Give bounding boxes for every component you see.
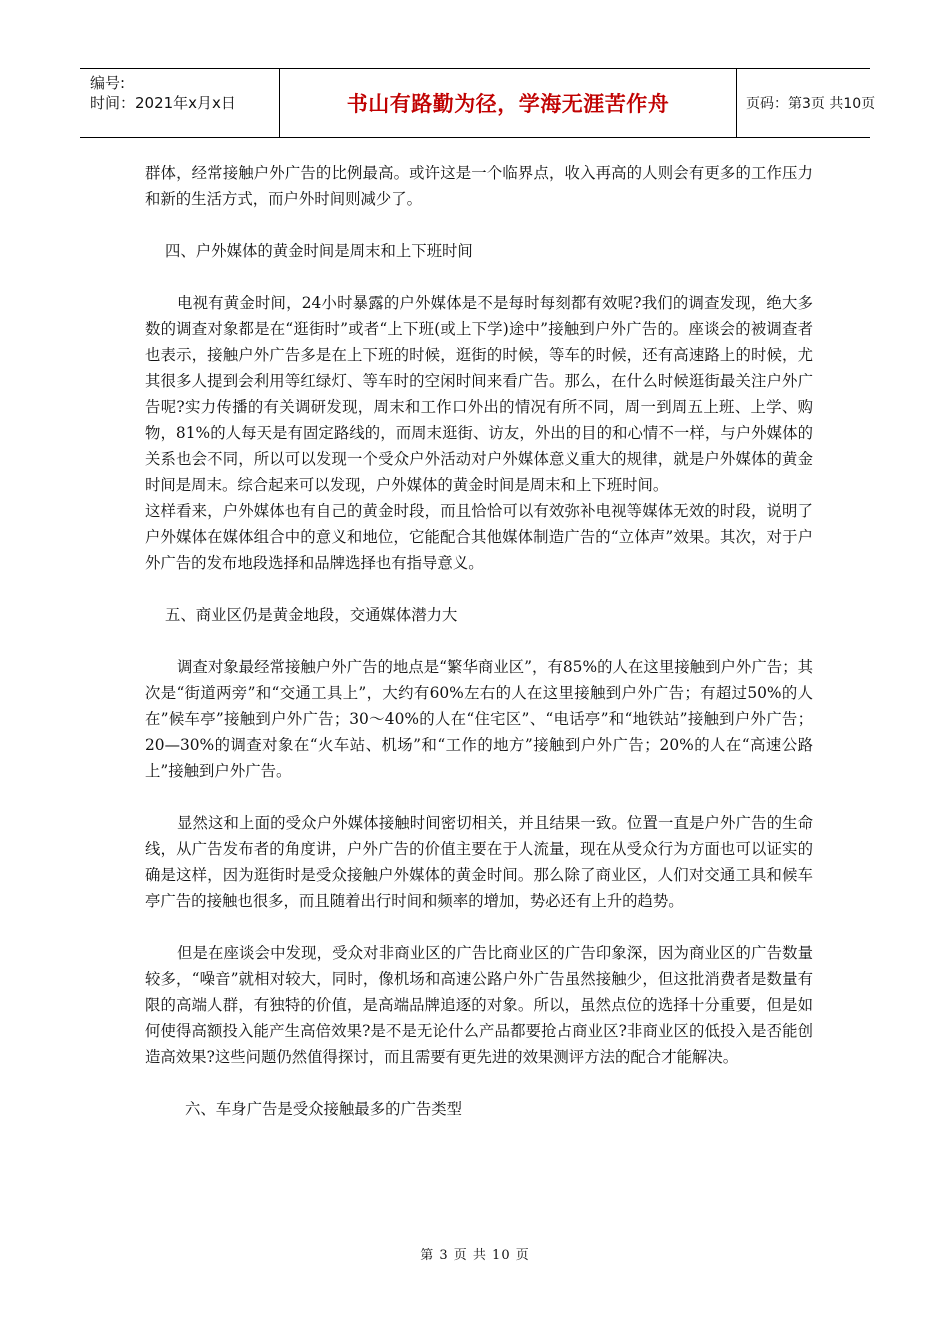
page-footer: 第 3 页 共 10 页	[420, 1248, 530, 1263]
section-heading: 五、商业区仍是黄金地段，交通媒体潜力大	[165, 606, 458, 624]
paragraph: 显然这和上面的受众户外媒体接触时间密切相关，并且结果一致。位置一直是户外广告的生命线，从广告发布者的角度讲，户外广告的价值主要在于人流量，现在从受众行为方面也可以证实的确是这样，因为逛街时是受众接触户外媒体的黄金时间。那么除了商业区，人们对交通工具和候车亭广告的接触也很多，而且随着出行时间和频率的增加，势必还有上升的趋势。	[145, 814, 813, 910]
paragraph: 但是在座谈会中发现，受众对非商业区的广告比商业区的广告印象深，因为商业区的广告数量较多，“噪音”就相对较大，同时，像机场和高速公路户外广告虽然接触少，但这批消费者是数量有限的高端人群，有独特的价值，是高端品牌追逐的对象。所以，虽然点位的选择十分重要，但是如何使得高额投入能产生高倍效果?是不是无论什么产品都要抢占商业区?非商业区的低投入是否能创造高效果?这些问题仍然值得探讨，而且需要有更先进的效果测评方法的配合才能解决。	[145, 944, 813, 1066]
header-meta	[80, 69, 280, 137]
paragraph: 这样看来，户外媒体也有自己的黄金时段，而且恰恰可以有效弥补电视等媒体无效的时段，说明了户外媒体在媒体组合中的意义和地位，它能配合其他媒体制造广告的“立体声”效果。其次，对于户外广告的发布地段选择和品牌选择也有指导意义。	[145, 502, 813, 572]
section-heading: 六、车身广告是受众接触最多的广告类型	[185, 1100, 463, 1118]
code-label: 编号:	[90, 74, 126, 92]
paragraph: 群体，经常接触户外广告的比例最高。或许这是一个临界点，收入再高的人则会有更多的工作压力和新的生活方式，而户外时间则减少了。	[145, 164, 813, 208]
document-body	[145, 160, 813, 1122]
paragraph: 调查对象最经常接触户外广告的地点是“繁华商业区”，有85%的人在这里接触到户外广告；其次是“街道两旁”和“交通工具上”，大约有60%左右的人在这里接触到户外广告；有超过50%的人在”候车亭”接触到户外广告；30～40%的人在“住宅区”、“电话亭”和“地铁站”接触到户外广告；20—30%的调查对象在“火车站、机场”和“工作的地方”接触到户外广告；20%的人在“高速公路上”接触到户外广告。	[145, 658, 813, 780]
header-table	[80, 68, 876, 138]
header-motto: 书山有路勤为径，学海无涯苦作舟	[280, 69, 737, 137]
section-heading: 四、户外媒体的黄金时间是周末和上下班时间	[165, 242, 473, 260]
paragraph: 电视有黄金时间，24小时暴露的户外媒体是不是每时每刻都有效呢?我们的调查发现，绝大多数的调查对象都是在“逛街时”或者“上下班(或上下学)途中”接触到户外广告的。座谈会的被调查者也表示，接触户外广告多是在上下班的时候，逛街的时候，等车的时候，还有高速路上的时候，尤其很多人提到会利用等红绿灯、等车时的空闲时间来看广告。那么，在什么时候逛街最关注户外广告呢?实力传播的有关调研发现，周末和工作口外出的情况有所不同，周一到周五上班、上学、购物，81%的人每天是有固定路线的，而周末逛街、访友，外出的目的和心情不一样，与户外媒体的关系也会不同，所以可以发现一个受众户外活动对户外媒体意义重大的规律，就是户外媒体的黄金时间是周末。综合起来可以发现，户外媒体的黄金时间是周末和上下班时间。	[145, 294, 813, 494]
date-label: 时间：2021年x月x日	[90, 94, 236, 112]
header-page-info: 页码：第3页 共10页	[746, 96, 876, 112]
